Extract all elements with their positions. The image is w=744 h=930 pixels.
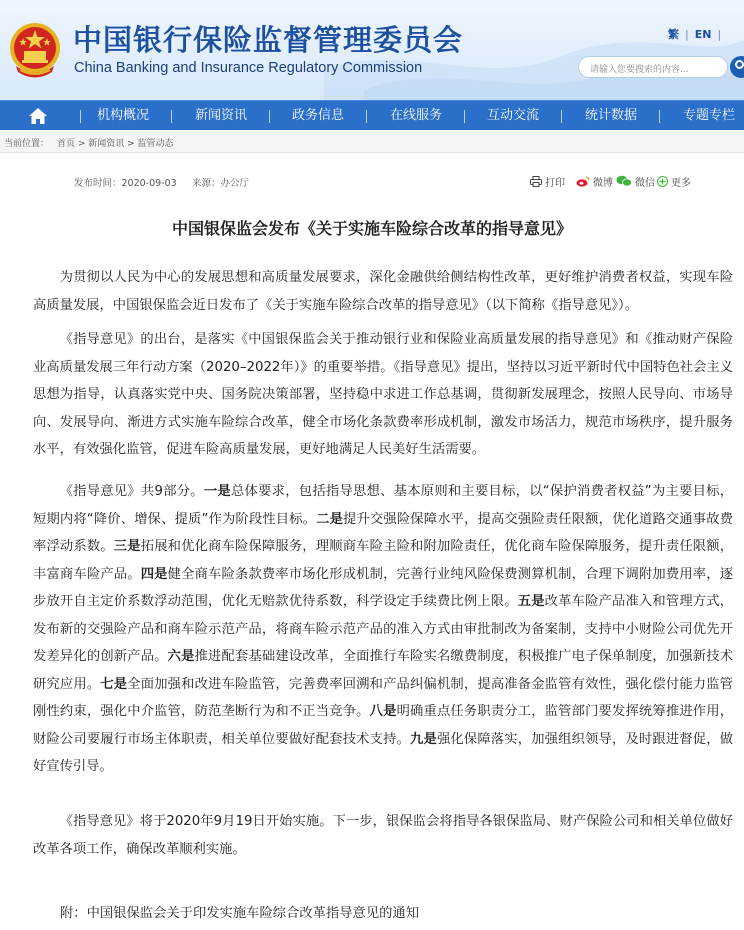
section-6-text: 推进配套基础建设改革，全面推行车险实名缴费制度，积极推广电子保单制度，加强新技术研究应用。 bbox=[33, 649, 734, 692]
nav-separator bbox=[659, 110, 660, 123]
main-nav bbox=[0, 100, 744, 130]
section-8-label: 八是 bbox=[369, 704, 397, 719]
print-button[interactable] bbox=[530, 173, 565, 189]
site-header bbox=[0, 0, 744, 100]
nav-separator bbox=[561, 110, 562, 123]
wechat-label: 微信 bbox=[635, 177, 655, 189]
share-more-button[interactable] bbox=[657, 173, 691, 189]
site-title-en[interactable]: China Banking and Insurance Regulatory Commission bbox=[74, 60, 423, 76]
section-1-text: 总体要求，包括指导思想、基本原则和主要目标，以“保护消费者权益”为主要目标，短期内将“降价、增保、提质”作为阶段性目标。 bbox=[33, 484, 734, 527]
breadcrumb bbox=[0, 130, 744, 153]
article-meta bbox=[0, 170, 744, 192]
nav-item-statistics[interactable]: 统计数据 bbox=[585, 108, 638, 123]
nav-separator bbox=[464, 110, 465, 123]
publish-date: 发布时间：2020-09-03 bbox=[74, 178, 177, 189]
search-icon bbox=[735, 60, 744, 69]
section-2-label: 二是 bbox=[316, 511, 344, 527]
section-1-label: 一是 bbox=[203, 484, 231, 499]
article-paragraph-2: 《指导意见》的出台，是落实《中国银保监会关于推动银行业和保险业高质量发展的指导意见》和《推动财产保险业高质量发展三年行动方案（2020–2022年）》的重要举措。《指导意见》提出，坚持以习近平新时代中国特色社会主义思想为指导，认真落实党中央、国务院决策部署，坚持稳中求进工作总基调，贯彻新发展理念，按照人民导向、市场导向、发展导向、渐进方式实施车险综合改革，健全市场化条款费率形成机制，激发市场活力，规范市场秩序，提升服务水平，有效强化监管，促进车险高质量发展，更好地满足人民美好生活需要。 bbox=[33, 332, 733, 457]
wechat-icon bbox=[616, 175, 632, 187]
share-weibo-button[interactable] bbox=[576, 173, 613, 189]
search-input[interactable]: 请输入您要搜索的内容... bbox=[578, 56, 728, 78]
breadcrumb-prefix: 当前位置： bbox=[4, 139, 50, 149]
section-4-text: 健全商车险条款费率市场化形成机制，完善行业纯风险保费测算机制，合理下调附加费用率，逐步放开自主定价系数浮动范围，优化无赔款优待系数，科学设定手续费比例上限。 bbox=[33, 566, 734, 609]
more-label: 更多 bbox=[671, 177, 691, 189]
article-title: 中国银保监会发布《关于实施车险综合改革的指导意见》 bbox=[171, 219, 572, 238]
home-icon[interactable] bbox=[28, 107, 48, 125]
breadcrumb-path[interactable]: 首页 > 新闻资讯 > 监管动态 bbox=[57, 139, 174, 149]
lang-separator: | bbox=[685, 28, 689, 41]
article-paragraph-4: 《指导意见》将于2020年9月19日开始实施。下一步，银保监会将指导各银保监局、财产保险公司和相关单位做好改革各项工作，确保改革顺利实施。 bbox=[33, 814, 733, 857]
attachment-link[interactable]: 附：中国银保监会关于印发实施车险综合改革指导意见的通知 bbox=[60, 906, 420, 921]
section-7-label: 七是 bbox=[100, 676, 128, 692]
p3-intro: 《指导意见》共9部分。 bbox=[59, 484, 204, 499]
nav-item-government-info[interactable]: 政务信息 bbox=[292, 108, 345, 123]
nav-item-news[interactable]: 新闻资讯 bbox=[195, 108, 248, 123]
section-4-label: 四是 bbox=[140, 566, 168, 582]
share-wechat-button[interactable] bbox=[616, 173, 655, 189]
nav-item-about[interactable]: 机构概况 bbox=[97, 108, 150, 123]
weibo-label: 微博 bbox=[593, 177, 613, 189]
nav-separator bbox=[269, 110, 270, 123]
section-3-label: 三是 bbox=[113, 539, 141, 554]
printer-icon bbox=[530, 176, 542, 187]
site-title-cn[interactable]: 中国银行保险监督管理委员会 bbox=[73, 23, 464, 57]
section-5-label: 五是 bbox=[517, 594, 545, 609]
lang-english-link[interactable]: EN bbox=[694, 28, 712, 41]
lang-traditional-link[interactable]: 繁 bbox=[668, 28, 679, 41]
section-6-label: 六是 bbox=[167, 649, 195, 664]
weibo-icon bbox=[576, 176, 590, 187]
section-8-text: 明确重点任务职责分工，监管部门要发挥统筹推进作用，财险公司要履行市场主体职责，相关单位要做好配套技术支持。 bbox=[33, 704, 734, 747]
nav-item-interaction[interactable]: 互动交流 bbox=[487, 108, 540, 123]
section-2-text: 提升交强险保障水平，提高交强险责任限额，优化道路交通事故费率浮动系数。 bbox=[33, 511, 734, 554]
section-7-text: 全面加强和改进车险监管，完善费率回溯和产品纠偏机制，提高准备金监管有效性，强化偿付能力监管刚性约束，强化中介监管，防范垄断行为和不正当竞争。 bbox=[33, 676, 734, 719]
national-emblem-icon bbox=[8, 20, 62, 82]
article-paragraph-1: 为贯彻以人民为中心的发展思想和高质量发展要求，深化金融供给侧结构性改革，更好维护消费者权益，实现车险高质量发展，中国银保监会近日发布了《关于实施车险综合改革的指导意见》（以下简称《指导意见》）。 bbox=[33, 270, 733, 313]
article-paragraph-3 bbox=[33, 478, 733, 781]
section-9-label: 九是 bbox=[410, 731, 437, 747]
article-source: 来源：办公厅 bbox=[192, 178, 250, 189]
section-9-text: 强化保障落实，加强组织领导，及时跟进督促，做好宣传引导。 bbox=[33, 731, 734, 774]
nav-separator bbox=[80, 110, 81, 123]
plus-circle-icon bbox=[657, 176, 668, 187]
lang-separator: | bbox=[717, 28, 722, 41]
nav-item-special-topics[interactable]: 专题专栏 bbox=[683, 108, 736, 123]
nav-separator bbox=[171, 110, 172, 123]
language-switch bbox=[668, 26, 727, 42]
nav-separator bbox=[366, 110, 367, 123]
nav-item-online-service[interactable]: 在线服务 bbox=[390, 108, 443, 123]
print-label: 打印 bbox=[545, 177, 565, 189]
section-3-text: 拓展和优化商车险保障服务，理顺商车险主险和附加险责任，优化商车险保障服务，提升责任限额，丰富商车险产品。 bbox=[33, 539, 734, 582]
section-5-text: 改革车险产品准入和管理方式，发布新的交强险产品和商车险示范产品，将商车险示范产品的准入方式由审批制改为备案制，支持中小财险公司优先开发差异化的创新产品。 bbox=[33, 594, 734, 664]
